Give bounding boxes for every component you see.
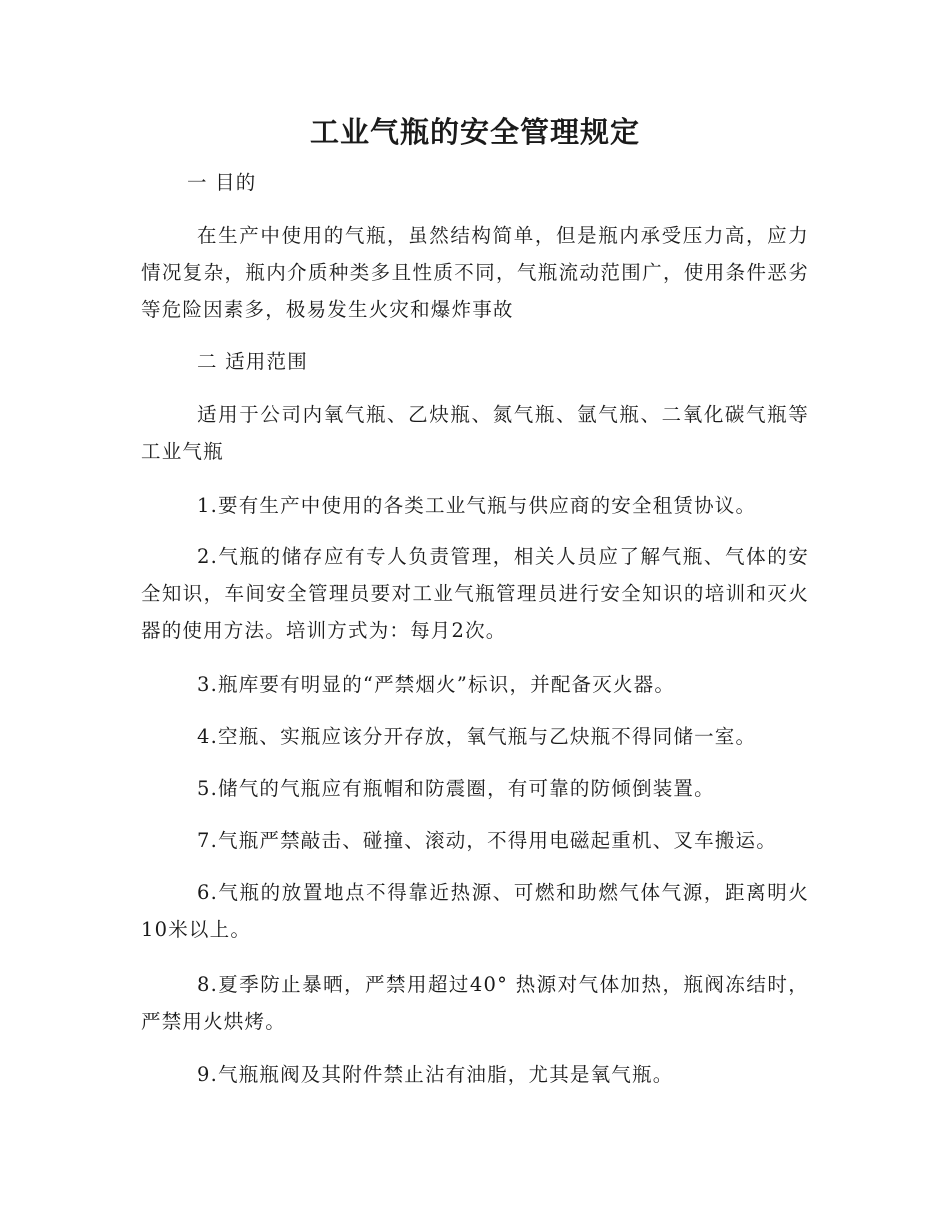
list-item: 8.夏季防止暴晒，严禁用超过40° 热源对气体加热，瓶阀冻结时，严禁用火烘烤。 bbox=[141, 973, 809, 1033]
list-item: 2.气瓶的储存应有专人负责管理，相关人员应了解气瓶、气体的安全知识，车间安全管理员要对工业气瓶管理员进行安全知识的培训和灭火器的使用方法。培训方式为：每月2次。 bbox=[141, 545, 809, 642]
section-text-purpose: 在生产中使用的气瓶，虽然结构简单，但是瓶内承受压力高，应力情况复杂，瓶内介质种类多且性质不同，气瓶流动范围广，使用条件恶劣等危险因素多，极易发生火灾和爆炸事故 bbox=[141, 224, 809, 321]
list-item: 1.要有生产中使用的各类工业气瓶与供应商的安全租赁协议。 bbox=[197, 494, 757, 517]
section-heading-scope: 二 适用范围 bbox=[197, 350, 308, 373]
section-text-scope: 适用于公司内氧气瓶、乙炔瓶、氮气瓶、氩气瓶、二氧化碳气瓶等工业气瓶 bbox=[141, 403, 809, 463]
list-item: 7.气瓶严禁敲击、碰撞、滚动，不得用电磁起重机、叉车搬运。 bbox=[197, 829, 777, 852]
document-title: 工业气瓶的安全管理规定 bbox=[309, 115, 640, 149]
section-heading-purpose: 一 目的 bbox=[187, 171, 257, 194]
list-item: 4.空瓶、实瓶应该分开存放，氧气瓶与乙炔瓶不得同储一室。 bbox=[197, 725, 757, 748]
list-item: 3.瓶库要有明显的“严禁烟火”标识，并配备灭火器。 bbox=[197, 673, 676, 696]
list-item: 5.储气的气瓶应有瓶帽和防震圈，有可靠的防倾倒装置。 bbox=[197, 777, 715, 800]
list-item: 9.气瓶瓶阀及其附件禁止沾有油脂，尤其是氧气瓶。 bbox=[197, 1063, 674, 1086]
list-item: 6.气瓶的放置地点不得靠近热源、可燃和助燃气体气源，距离明火10米以上。 bbox=[141, 881, 809, 941]
